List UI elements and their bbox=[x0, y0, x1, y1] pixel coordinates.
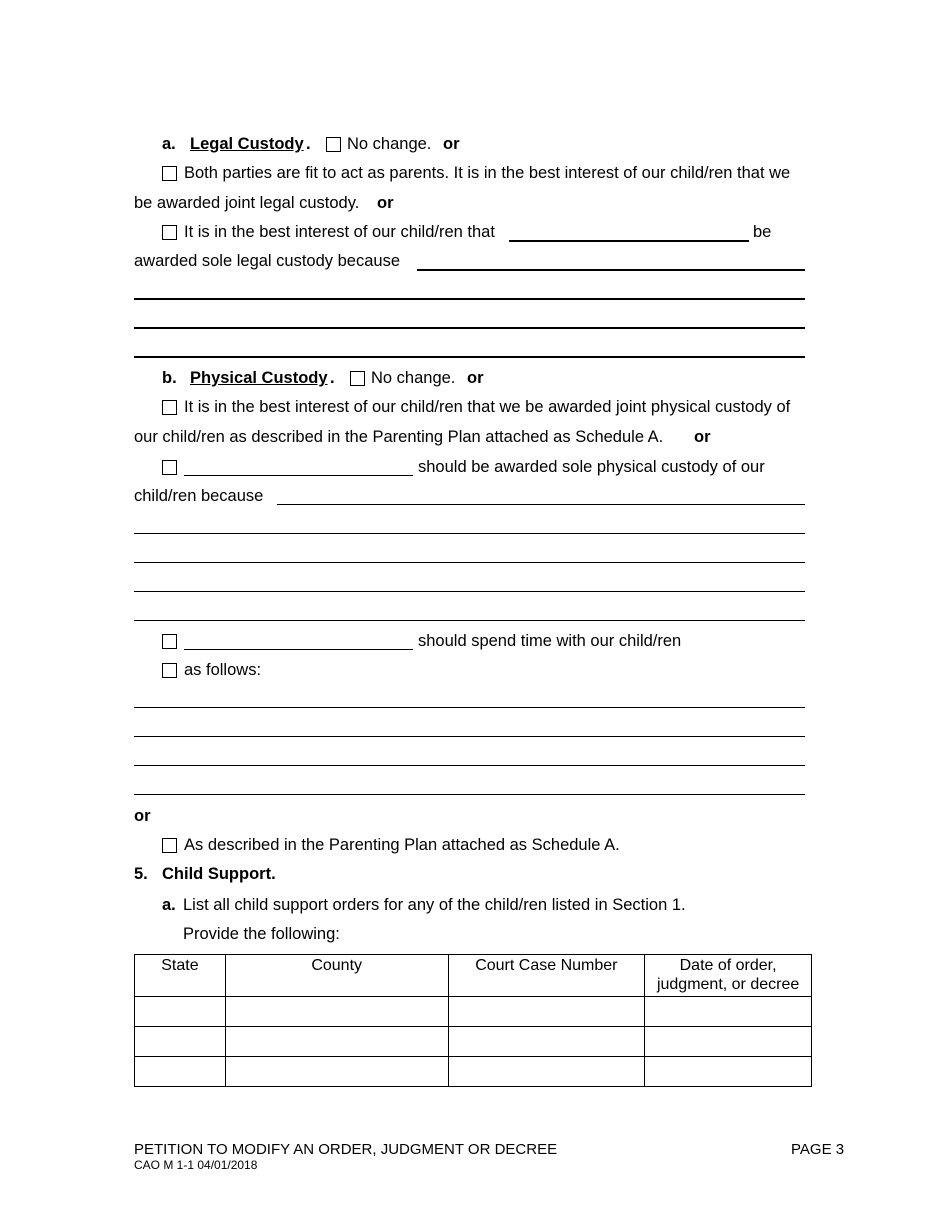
cell-county[interactable] bbox=[225, 1057, 448, 1087]
physical-custody-label: b. bbox=[162, 369, 177, 387]
or-standalone: or bbox=[134, 807, 151, 825]
header-date-line2: judgment, or decree bbox=[656, 976, 800, 993]
as-follows-input-line4[interactable] bbox=[134, 794, 805, 795]
table-row bbox=[135, 1057, 812, 1087]
legal-joint-text-line2: be awarded joint legal custody. bbox=[134, 194, 360, 212]
physical-custody-period: . bbox=[330, 369, 335, 387]
physical-joint-text-line2: our child/ren as described in the Parenting Plan attached as Schedule A. bbox=[134, 428, 664, 446]
spend-time-party-input[interactable] bbox=[184, 649, 413, 650]
legal-or-2: or bbox=[377, 194, 394, 212]
cell-state[interactable] bbox=[135, 1057, 226, 1087]
legal-custody-title: Legal Custody bbox=[190, 135, 304, 153]
parenting-plan-checkbox[interactable] bbox=[162, 838, 177, 853]
physical-reason-input-line3[interactable] bbox=[134, 562, 805, 563]
child-support-number: 5. bbox=[134, 865, 148, 883]
cell-date-of-order[interactable] bbox=[645, 1057, 812, 1087]
parenting-plan-text: As described in the Parenting Plan attached as Schedule A. bbox=[184, 836, 620, 854]
footer-form-code: CAO M 1-1 04/01/2018 bbox=[134, 1158, 258, 1172]
child-support-item-text: List all child support orders for any of the child/ren listed in Section 1. bbox=[183, 896, 686, 914]
table-header-row bbox=[135, 955, 812, 997]
spend-time-checkbox[interactable] bbox=[162, 634, 177, 649]
legal-joint-text-line1: Both parties are fit to act as parents. It is in the best interest of our child/ren that we bbox=[184, 164, 791, 182]
legal-reason-input-line1[interactable] bbox=[417, 269, 805, 271]
header-county: County bbox=[225, 955, 448, 997]
legal-reason-input-line3[interactable] bbox=[134, 327, 805, 329]
legal-no-change-checkbox[interactable] bbox=[326, 137, 341, 152]
legal-sole-checkbox[interactable] bbox=[162, 225, 177, 240]
legal-reason-input-line4[interactable] bbox=[134, 356, 805, 358]
header-court-case-number: Court Case Number bbox=[448, 955, 645, 997]
cell-court-case-number[interactable] bbox=[448, 997, 645, 1027]
legal-custody-period: . bbox=[306, 135, 311, 153]
physical-or-2: or bbox=[694, 428, 711, 446]
physical-or-1: or bbox=[467, 369, 484, 387]
header-state: State bbox=[135, 955, 226, 997]
cell-date-of-order[interactable] bbox=[645, 1027, 812, 1057]
legal-custody-label: a. bbox=[162, 135, 176, 153]
physical-no-change-text: No change. bbox=[371, 369, 456, 387]
legal-or-1: or bbox=[443, 135, 460, 153]
physical-reason-input-line4[interactable] bbox=[134, 591, 805, 592]
table-row bbox=[135, 1027, 812, 1057]
cell-court-case-number[interactable] bbox=[448, 1027, 645, 1057]
physical-joint-text-line1: It is in the best interest of our child/ren that we be awarded joint physical custody of bbox=[184, 398, 791, 416]
provide-following-text: Provide the following: bbox=[183, 925, 340, 943]
physical-sole-because-text: child/ren because bbox=[134, 487, 264, 505]
physical-sole-party-input[interactable] bbox=[184, 475, 413, 476]
cell-state[interactable] bbox=[135, 1027, 226, 1057]
physical-reason-input-line1[interactable] bbox=[277, 504, 805, 505]
table-row bbox=[135, 997, 812, 1027]
header-date-of-order bbox=[645, 955, 812, 997]
as-follows-text: as follows: bbox=[184, 661, 262, 679]
cell-date-of-order[interactable] bbox=[645, 997, 812, 1027]
legal-sole-text-post: be bbox=[753, 223, 772, 241]
legal-reason-input-line2[interactable] bbox=[134, 298, 805, 300]
as-follows-input-line1[interactable] bbox=[134, 707, 805, 708]
physical-joint-checkbox[interactable] bbox=[162, 400, 177, 415]
legal-joint-checkbox[interactable] bbox=[162, 166, 177, 181]
legal-sole-party-input[interactable] bbox=[509, 240, 749, 242]
as-follows-input-line3[interactable] bbox=[134, 765, 805, 766]
physical-reason-input-line5[interactable] bbox=[134, 620, 805, 621]
child-support-item-label: a. bbox=[162, 896, 176, 914]
cell-county[interactable] bbox=[225, 1027, 448, 1057]
child-support-orders-table bbox=[134, 954, 812, 1087]
cell-county[interactable] bbox=[225, 997, 448, 1027]
footer-title: PETITION TO MODIFY AN ORDER, JUDGMENT OR DECREE bbox=[134, 1141, 558, 1158]
as-follows-checkbox[interactable] bbox=[162, 663, 177, 678]
footer-page-number: PAGE 3 bbox=[791, 1141, 845, 1158]
spend-time-text: should spend time with our child/ren bbox=[418, 632, 682, 650]
header-date-line1: Date of order, bbox=[679, 957, 777, 974]
cell-state[interactable] bbox=[135, 997, 226, 1027]
as-follows-input-line2[interactable] bbox=[134, 736, 805, 737]
child-support-title: Child Support. bbox=[162, 865, 276, 883]
legal-sole-because-text: awarded sole legal custody because bbox=[134, 252, 401, 270]
legal-sole-text-pre: It is in the best interest of our child/ren that bbox=[184, 223, 495, 241]
physical-sole-text: should be awarded sole physical custody of our bbox=[418, 458, 765, 476]
physical-sole-checkbox[interactable] bbox=[162, 460, 177, 475]
physical-no-change-checkbox[interactable] bbox=[350, 371, 365, 386]
physical-reason-input-line2[interactable] bbox=[134, 533, 805, 534]
physical-custody-title: Physical Custody bbox=[190, 369, 328, 387]
legal-no-change-text: No change. bbox=[347, 135, 432, 153]
cell-court-case-number[interactable] bbox=[448, 1057, 645, 1087]
